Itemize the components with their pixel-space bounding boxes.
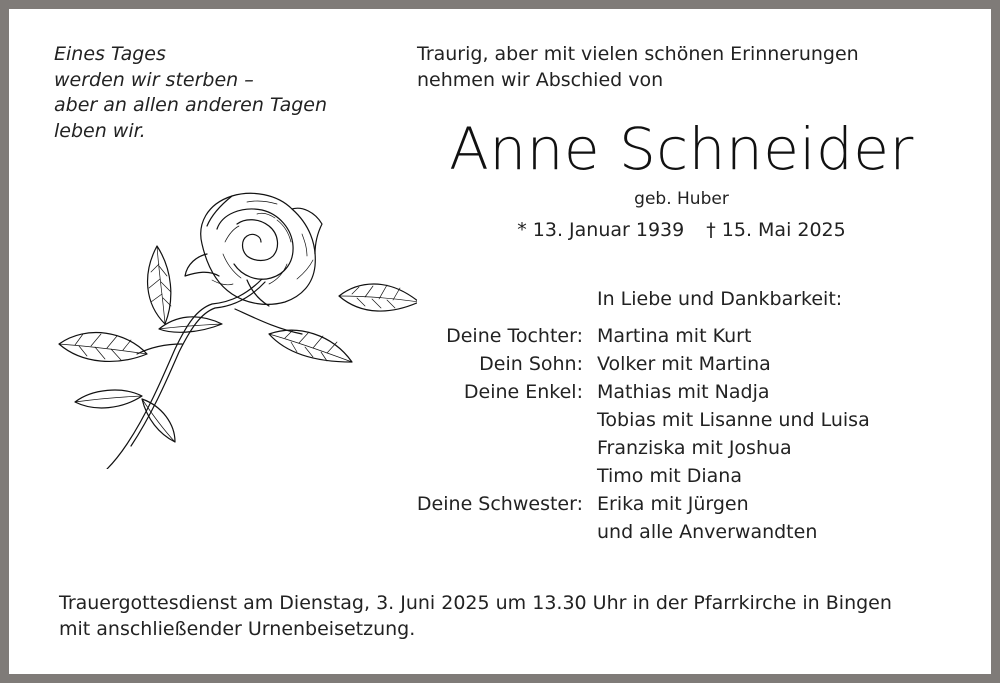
list-item	[389, 350, 949, 378]
thanks-heading: In Liebe und Dankbarkeit:	[597, 288, 843, 310]
relation-label: Deine Enkel:	[463, 381, 583, 403]
list-item	[389, 322, 949, 350]
list-item	[389, 434, 949, 462]
rose-icon	[47, 184, 417, 469]
intro-line: nehmen wir Abschied von	[417, 68, 664, 91]
relation-label	[389, 406, 583, 434]
list-item	[389, 462, 949, 490]
relation-label: Dein Sohn:	[479, 353, 583, 375]
service-info	[59, 590, 892, 642]
intro-line: Traurig, aber mit vielen schönen Erinnerungen	[417, 43, 859, 65]
mourners-list	[389, 322, 949, 546]
service-line: Trauergottesdienst am Dienstag, 3. Juni 2025 um 13.30 Uhr in der Pfarrkirche in Bingen	[59, 592, 892, 614]
poem-line: werden wir sterben –	[54, 68, 254, 91]
relation-label	[389, 462, 583, 490]
mourner-name: Martina mit Kurt	[597, 325, 752, 347]
relation-label	[389, 518, 583, 546]
maiden-name: geb. Huber	[634, 189, 729, 209]
service-line: mit anschließender Urnenbeisetzung.	[59, 618, 416, 640]
list-item	[389, 490, 949, 518]
poem-line: leben wir.	[54, 119, 146, 142]
relation-label: Deine Schwester:	[416, 493, 583, 515]
birth-date: * 13. Januar 1939	[517, 219, 685, 241]
mourner-name: Timo mit Diana	[597, 465, 742, 487]
life-dates	[409, 217, 954, 243]
poem-line: Eines Tages	[54, 43, 166, 65]
mourner-name: Volker mit Martina	[597, 353, 771, 375]
poem-line: aber an allen anderen Tagen	[54, 94, 328, 116]
relation-label: Deine Tochter:	[446, 325, 583, 347]
intro-text	[417, 42, 859, 93]
poem	[54, 42, 327, 144]
list-item	[389, 378, 949, 406]
mourner-name: Tobias mit Lisanne und Luisa	[597, 409, 870, 431]
rose-illustration	[47, 184, 417, 469]
relation-label	[389, 434, 583, 462]
deceased-name: Anne Schneider	[449, 115, 914, 183]
list-item	[389, 406, 949, 434]
list-item	[389, 518, 949, 546]
obituary-card	[9, 9, 991, 674]
mourner-name: und alle Anverwandten	[597, 521, 818, 543]
mourner-name: Mathias mit Nadja	[597, 381, 770, 403]
mourner-name: Erika mit Jürgen	[597, 493, 749, 515]
death-date: † 15. Mai 2025	[706, 219, 846, 241]
mourner-name: Franziska mit Joshua	[597, 437, 792, 459]
